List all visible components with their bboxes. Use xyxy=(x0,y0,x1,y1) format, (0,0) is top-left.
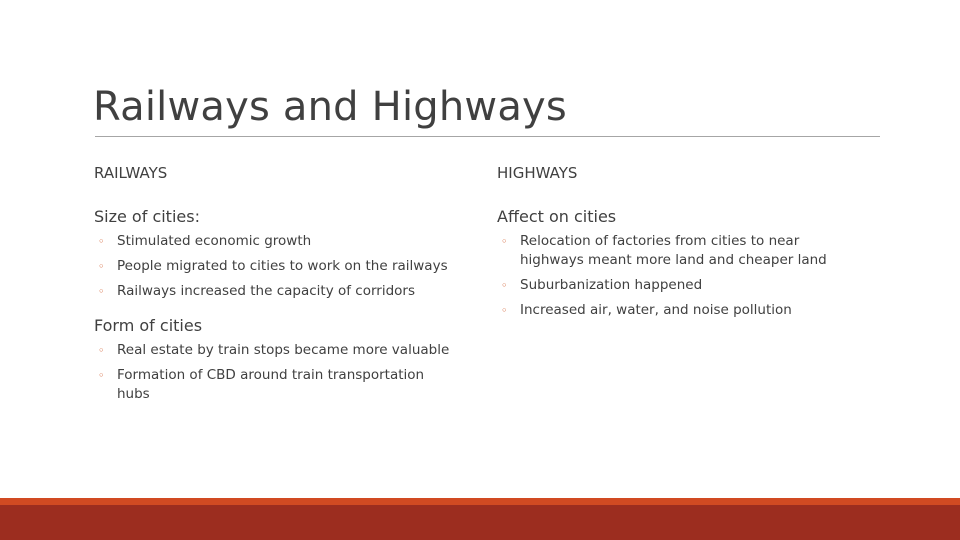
list-item xyxy=(94,282,484,301)
footer-accent-stripe xyxy=(0,498,960,505)
bullet-circle-icon: ◦ xyxy=(501,279,508,292)
bullet-circle-icon: ◦ xyxy=(98,369,105,382)
bullet-text: People migrated to cities to work on the railways xyxy=(117,258,448,274)
bullet-circle-icon: ◦ xyxy=(501,235,508,248)
list-item xyxy=(94,341,484,360)
affect-on-cities-section xyxy=(497,206,867,320)
slide-title: Railways and Highways xyxy=(93,84,567,130)
bullet-list xyxy=(94,232,484,301)
title-divider xyxy=(95,136,880,137)
railways-column xyxy=(94,162,484,410)
list-item xyxy=(94,257,484,276)
section-title: Form of cities xyxy=(94,316,203,335)
form-of-cities-section xyxy=(94,315,484,404)
bullet-list xyxy=(497,232,867,320)
railways-heading: RAILWAYS xyxy=(94,164,168,182)
bullet-circle-icon: ◦ xyxy=(98,285,105,298)
bullet-text: Relocation of factories from cities to near highways meant more land and cheaper land xyxy=(520,233,827,268)
bullet-text: Suburbanization happened xyxy=(520,277,703,293)
bullet-text: Real estate by train stops became more valuable xyxy=(117,342,450,358)
bullet-circle-icon: ◦ xyxy=(98,260,105,273)
bullet-text: Stimulated economic growth xyxy=(117,233,312,249)
bullet-circle-icon: ◦ xyxy=(98,235,105,248)
section-title: Size of cities: xyxy=(94,207,200,226)
highways-heading: HIGHWAYS xyxy=(497,164,578,182)
bullet-text: Formation of CBD around train transportation hubs xyxy=(117,367,425,402)
bullet-text: Railways increased the capacity of corridors xyxy=(117,283,415,299)
list-item xyxy=(497,232,867,270)
bullet-list xyxy=(94,341,484,404)
size-of-cities-section xyxy=(94,206,484,301)
section-title: Affect on cities xyxy=(497,207,617,226)
list-item xyxy=(94,232,484,251)
bullet-text: Increased air, water, and noise pollution xyxy=(520,302,792,318)
footer-bar xyxy=(0,498,960,540)
list-item xyxy=(94,366,457,404)
highways-column xyxy=(497,162,867,326)
bullet-circle-icon: ◦ xyxy=(98,344,105,357)
list-item xyxy=(497,301,867,320)
list-item xyxy=(497,276,867,295)
bullet-circle-icon: ◦ xyxy=(501,304,508,317)
